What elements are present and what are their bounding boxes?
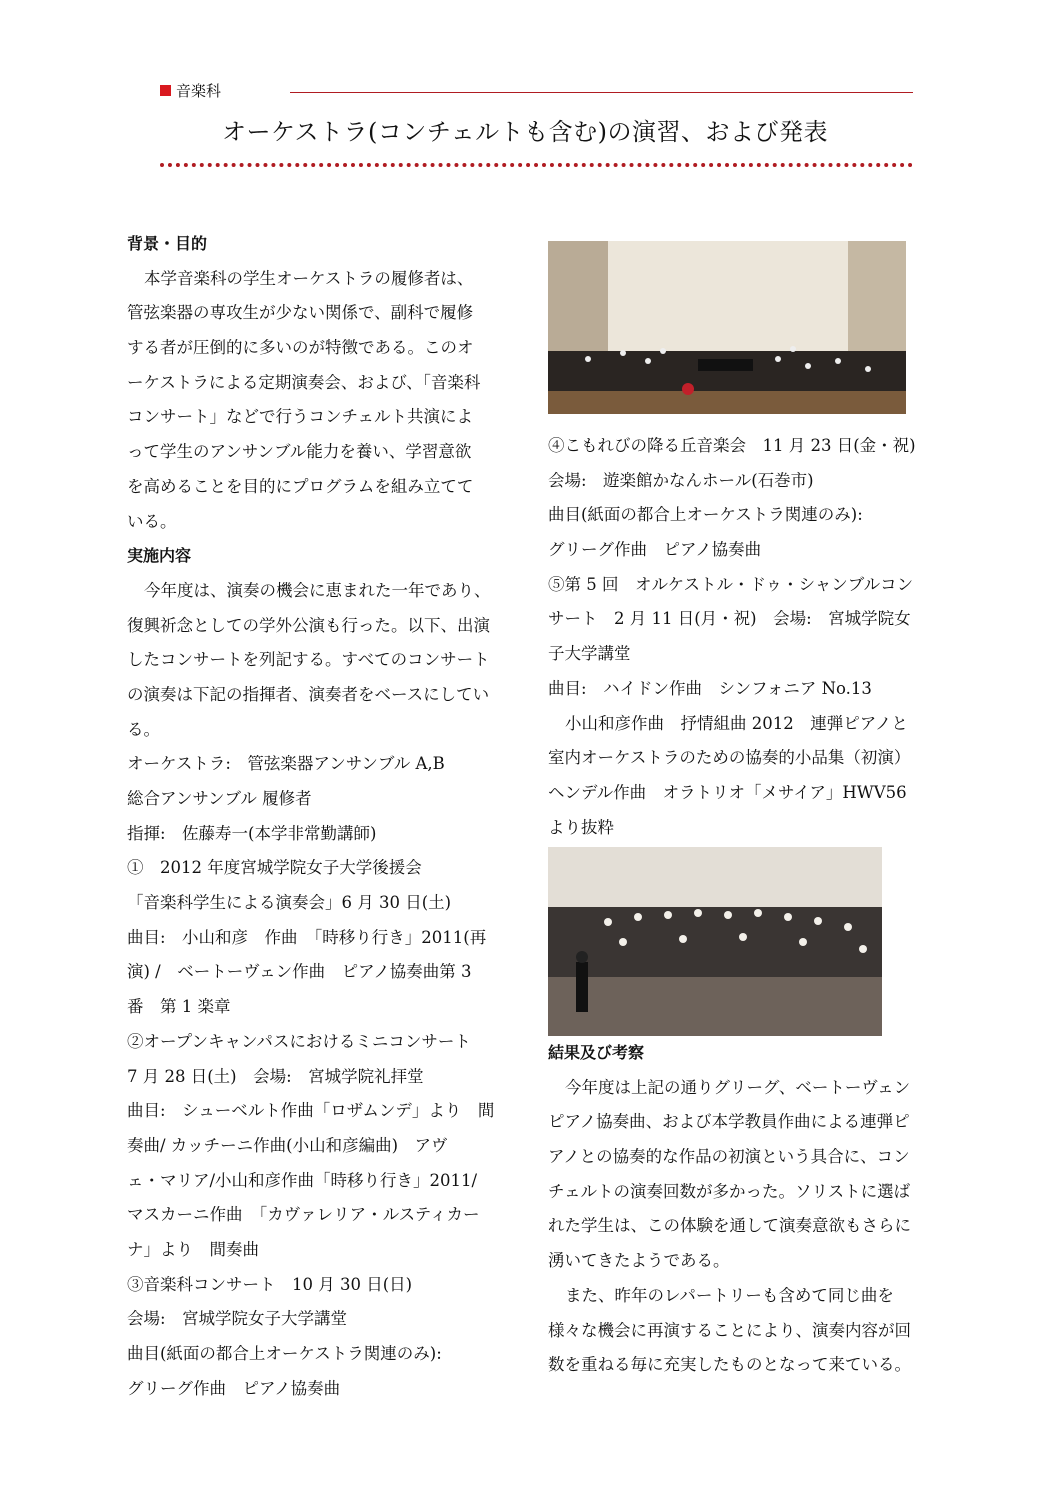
text-line: ピアノ協奏曲、および本学教員作曲による連弾ピ xyxy=(548,1112,910,1132)
text-line: 奏曲/ カッチーニ作曲(小山和彦編曲) アヴ xyxy=(127,1135,448,1155)
text-line: したコンサートを列記する。すべてのコンサート xyxy=(127,650,490,670)
text-line: 総合アンサンブル 履修者 xyxy=(127,789,312,808)
text-line: アノとの協奏的な作品の初演という具合に、コン xyxy=(548,1147,910,1167)
text-line: 本学音楽科の学生オーケストラの履修者は、 xyxy=(144,268,474,288)
text-line: ーケストラによる定期演奏会、および、「音楽科 xyxy=(127,372,481,392)
text-line: 様々な機会に再演することにより、演奏内容が回 xyxy=(548,1320,911,1340)
text-line: オーケストラ: 管弦楽器アンサンブル A,B xyxy=(127,754,445,774)
text-line: 数を重ねる毎に充実したものとなって来ている。 xyxy=(548,1355,911,1375)
text-line: 湧いてきたようである。 xyxy=(548,1251,730,1271)
text-line: 演) / ベートーヴェン作曲 ピアノ協奏曲第 3 xyxy=(127,962,472,982)
text-line: 曲目: 小山和彦 作曲 「時移り行き」2011(再 xyxy=(127,927,487,947)
header-rule xyxy=(290,92,913,93)
section-heading: 結果及び考察 xyxy=(548,1043,645,1062)
department-text: 音楽科 xyxy=(176,82,222,100)
text-line: 番 第 1 楽章 xyxy=(127,997,231,1017)
department-label xyxy=(160,80,221,101)
text-line: する者が圧倒的に多いのが特徴である。このオ xyxy=(127,338,474,358)
left-column xyxy=(127,227,512,1406)
orchestra-concert-photo xyxy=(548,241,906,414)
text-line: また、昨年のレパートリーも含めて同じ曲を xyxy=(565,1285,894,1305)
text-line: 曲目: ハイドン作曲 シンフォニア No.13 xyxy=(548,678,872,698)
text-line: ②オープンキャンパスにおけるミニコンサート xyxy=(127,1031,471,1051)
text-line: より抜粋 xyxy=(548,817,614,837)
text-line: 会場: 宮城学院女子大学講堂 xyxy=(127,1309,348,1329)
text-line: を高めることを目的にプログラムを組み立てて xyxy=(127,476,474,496)
text-line: ェ・マリア/小山和彦作曲「時移り行き」2011/ xyxy=(127,1170,478,1190)
text-line: グリーグ作曲 ピアノ協奏曲 xyxy=(548,540,762,560)
right-column-upper xyxy=(548,429,933,845)
text-line: って学生のアンサンブル能力を養い、学習意欲 xyxy=(127,442,472,462)
text-line: 7 月 28 日(土) 会場: 宮城学院礼拝堂 xyxy=(127,1066,424,1086)
text-line: サート 2 月 11 日(月・祝) 会場: 宮城学院女 xyxy=(548,609,911,629)
text-line: コンサート」などで行うコンチェルト共演によ xyxy=(127,407,474,427)
right-column-lower xyxy=(548,1036,933,1383)
text-line: ヘンデル作曲 オラトリオ「メサイア」HWV56 xyxy=(548,782,907,802)
text-line: ナ」より 間奏曲 xyxy=(127,1239,259,1259)
choir-orchestra-photo xyxy=(548,847,882,1036)
text-line: いる。 xyxy=(127,511,177,531)
text-line: ③音楽科コンサート 10 月 30 日(日) xyxy=(127,1274,413,1294)
text-line: 会場: 遊楽館かなんホール(石巻市) xyxy=(548,470,814,490)
text-line: ④こもれびの降る丘音楽会 11 月 23 日(金・祝) xyxy=(548,436,916,455)
text-line: 「音楽科学生による演奏会」6 月 30 日(土) xyxy=(127,893,452,913)
page-title: オーケストラ(コンチェルトも含む)の演習、および発表 xyxy=(222,118,829,146)
red-square-icon xyxy=(160,85,171,96)
text-line: 指揮: 佐藤寿一(本学非常勤講師) xyxy=(127,823,377,843)
text-line: 管弦楽器の専攻生が少ない関係で、副科で履修 xyxy=(127,303,474,323)
text-line: 今年度は上記の通りグリーグ、ベートーヴェン xyxy=(565,1077,911,1097)
text-line: れた学生は、この体験を通して演奏意欲もさらに xyxy=(548,1216,911,1236)
text-line: 曲目(紙面の都合上オーケストラ関連のみ): xyxy=(548,505,863,525)
text-line: ① 2012 年度宮城学院女子大学後援会 xyxy=(127,858,422,878)
text-line: 今年度は、演奏の機会に恵まれた一年であり、 xyxy=(144,580,491,600)
text-line: 室内オーケストラのための協奏的小品集（初演） xyxy=(548,748,911,768)
section-heading: 実施内容 xyxy=(127,546,192,566)
text-line: マスカーニ作曲 「カヴァレリア・ルスティカー xyxy=(127,1205,480,1225)
text-line: 復興祈念としての学外公演も行った。以下、出演 xyxy=(127,615,490,635)
text-line: 曲目(紙面の都合上オーケストラ関連のみ): xyxy=(127,1344,442,1363)
text-line: の演奏は下記の指揮者、演奏者をベースにしてい xyxy=(127,684,490,704)
dotted-divider xyxy=(160,163,913,167)
text-line: 子大学講堂 xyxy=(548,644,631,664)
section-heading: 背景・目的 xyxy=(127,234,208,253)
text-line: る。 xyxy=(127,719,160,739)
text-line: チェルトの演奏回数が多かった。ソリストに選ば xyxy=(548,1181,911,1201)
text-line: 小山和彦作曲 抒情組曲 2012 連弾ピアノと xyxy=(565,713,908,733)
text-line: ⑤第 5 回 オルケストル・ドゥ・シャンブルコン xyxy=(548,574,914,594)
text-line: グリーグ作曲 ピアノ協奏曲 xyxy=(127,1378,341,1398)
text-line: 曲目: シューベルト作曲「ロザムンデ」より 間 xyxy=(127,1101,495,1121)
